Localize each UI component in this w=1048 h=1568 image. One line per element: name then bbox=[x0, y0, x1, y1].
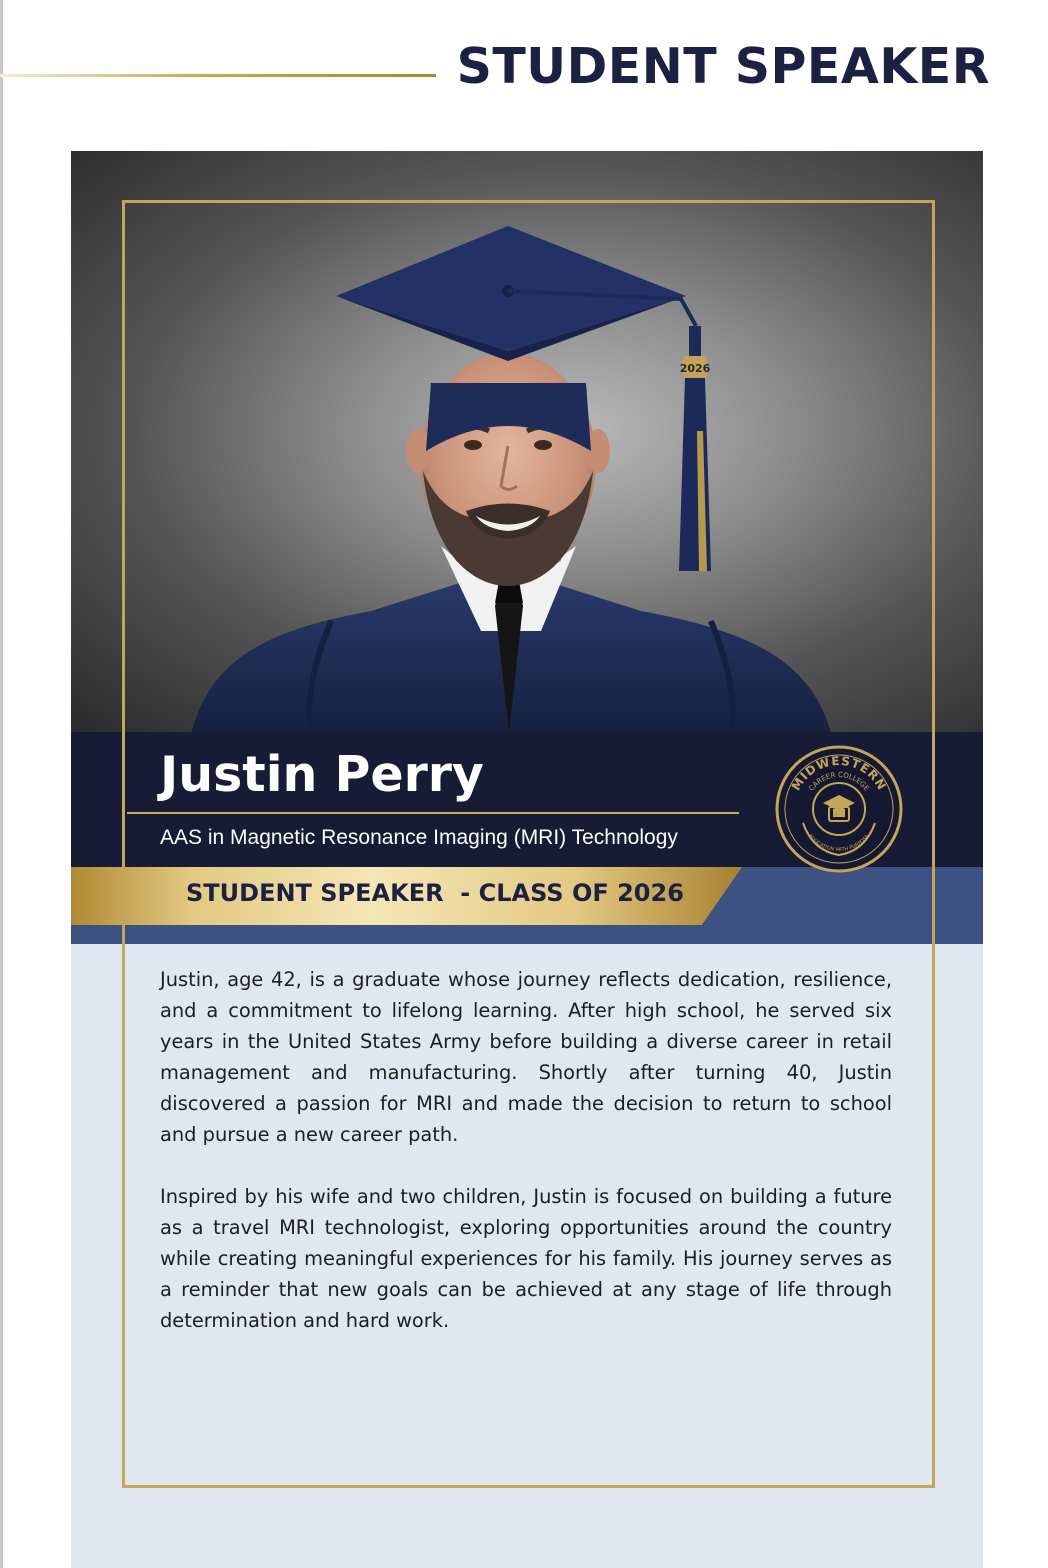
seal-text-middle: CAREER COLLEGE bbox=[807, 770, 871, 793]
bio-paragraph-1: Justin, age 42, is a graduate whose journey reflects dedication, resilience, and a commitment to lifelong learning. After high school, he served six years in the United States Army before building a diverse career in retail management and manufacturing. Shortly after turning 40, Justin discovered a passion for MRI and made the decision to return to school and pursue a new career path. bbox=[160, 968, 892, 1146]
seal-text-top: MIDWESTERN bbox=[788, 753, 890, 793]
speaker-program: AAS in Magnetic Resonance Imaging (MRI) Technology bbox=[160, 826, 678, 849]
speaker-name: Justin Perry bbox=[160, 746, 484, 803]
page-edge-rule bbox=[0, 0, 3, 1568]
page-title: STUDENT SPEAKER bbox=[456, 38, 990, 95]
tassel-year-charm: 2026 bbox=[679, 362, 711, 375]
speaker-bio bbox=[160, 964, 892, 1367]
ribbon-label: STUDENT SPEAKER - CLASS OF 2026 bbox=[186, 879, 684, 907]
speaker-card bbox=[71, 151, 983, 1568]
seal-text-bottom: EDUCATION WITH PURPOSE bbox=[807, 833, 871, 854]
speaker-photo bbox=[71, 151, 983, 733]
name-underline bbox=[127, 812, 739, 814]
header-gold-line bbox=[0, 74, 436, 77]
bio-paragraph-2: Inspired by his wife and two children, Justin is focused on building a future as a travel MRI technologist, exploring opportunities around the country while creating meaningful experiences for his family. His journey serves as a reminder that new goals can be achieved at any stage of life through determination and hard work. bbox=[160, 1185, 892, 1332]
college-seal bbox=[773, 743, 905, 875]
